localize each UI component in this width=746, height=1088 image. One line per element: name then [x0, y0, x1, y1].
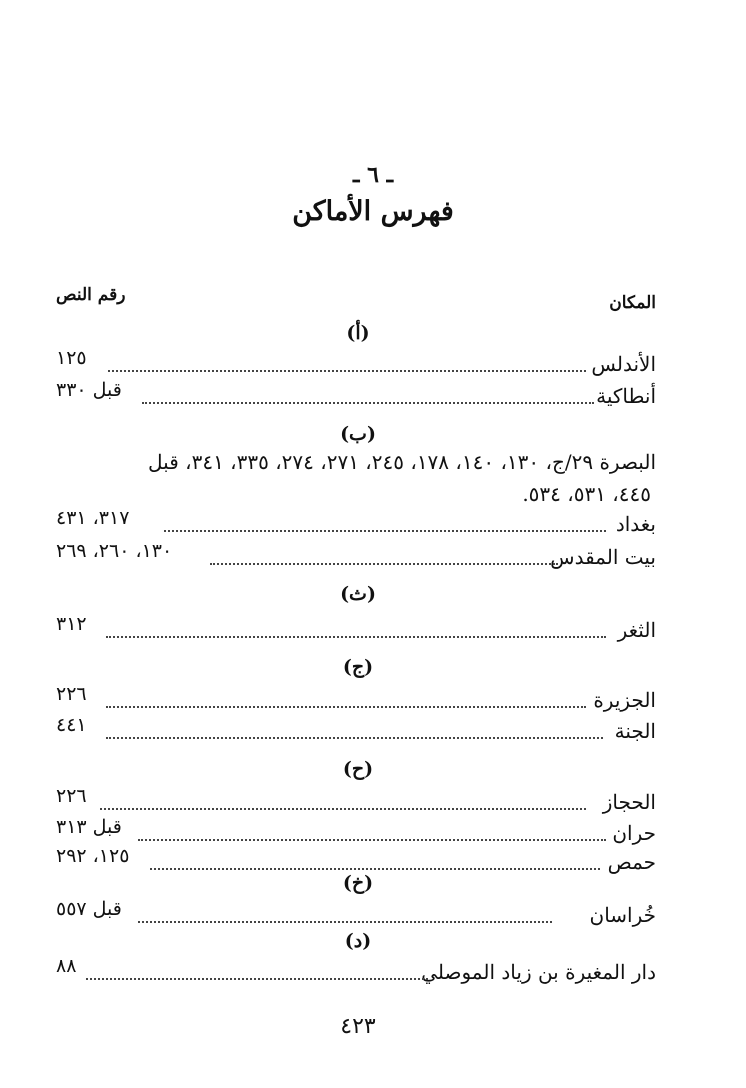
text-numbers: ٣١٧، ٤٣١ [56, 507, 130, 529]
index-entry-khurasan [0, 891, 746, 925]
dot-leader [210, 563, 558, 565]
text-numbers: ٤٤١ [56, 714, 87, 736]
column-header-place: المكان [609, 293, 656, 313]
text-numbers: ٢٢٦ [56, 785, 87, 807]
dot-leader [86, 978, 428, 980]
place-name: دار المغيرة بن زياد الموصلي [421, 960, 656, 984]
section-number: ـ ٦ ـ [352, 162, 394, 188]
text-numbers: قبل ٥٥٧ [56, 898, 122, 920]
place-name: حمص [607, 850, 656, 874]
place-name: بيت المقدس [550, 545, 656, 569]
place-name: الثغر [617, 618, 656, 642]
dot-leader [150, 868, 600, 870]
place-name: الجنة [614, 719, 656, 743]
index-entry-antakya [0, 372, 746, 406]
letter-heading-jim: (ج) [342, 656, 374, 678]
text-numbers: قبل ٣٣٠ [56, 379, 122, 401]
letter-heading-alif: (أ) [346, 322, 370, 344]
letter-heading-tha: (ث) [340, 583, 376, 605]
page-title: فهرس الأماكن [292, 196, 454, 227]
text-numbers: قبل ٣١٣ [56, 816, 122, 838]
column-header-text-number: رقم النص [56, 285, 126, 305]
text-numbers: ٨٨ [56, 955, 77, 977]
index-entry-basra-line2: ٤٤٥، ٥٣١، ٥٣٤. [522, 482, 651, 506]
dot-leader [106, 636, 606, 638]
index-entry-dar-al-mughira [0, 948, 746, 982]
letter-heading-ha: (ح) [342, 758, 374, 780]
place-name: بغداد [615, 512, 656, 536]
index-entry-basra-line1: البصرة ٢٩/ج، ١٣٠، ١٤٠، ١٧٨، ٢٤٥، ٢٧١، ٢٧٤، ٣٣٥، ٣٤١، قبل [148, 450, 656, 474]
place-name: أنطاكية [596, 384, 656, 408]
place-name: حران [612, 821, 656, 845]
place-name: خُراسان [589, 903, 656, 927]
index-entry-baghdad [0, 500, 746, 534]
place-name: الأندلس [591, 352, 656, 376]
dot-leader [142, 402, 594, 404]
dot-leader [106, 737, 603, 739]
letter-heading-ba: (ب) [340, 423, 376, 445]
index-entry-thaghr [0, 606, 746, 640]
text-numbers: ١٢٥، ٢٩٢ [56, 845, 130, 867]
text-numbers: ١٢٥ [56, 347, 87, 369]
text-numbers: ٣١٢ [56, 613, 87, 635]
index-entry-hijaz [0, 778, 746, 812]
letter-heading-dal: (د) [344, 930, 372, 952]
text-numbers: ٢٢٦ [56, 683, 87, 705]
page-number: ٤٢٣ [340, 1014, 376, 1039]
dot-leader [164, 530, 606, 532]
dot-leader [138, 921, 552, 923]
text-numbers: ١٣٠، ٢٦٠، ٢٦٩ [56, 540, 173, 562]
index-entry-janna [0, 707, 746, 741]
index-entry-hims [0, 838, 746, 872]
place-name: الجزيرة [593, 688, 656, 712]
index-entry-andalus [0, 340, 746, 374]
place-name: الحجاز [602, 790, 656, 814]
index-entry-bayt-al-maqdis [0, 533, 746, 567]
letter-heading-kha: (خ) [342, 872, 374, 894]
index-entry-jazira [0, 676, 746, 710]
